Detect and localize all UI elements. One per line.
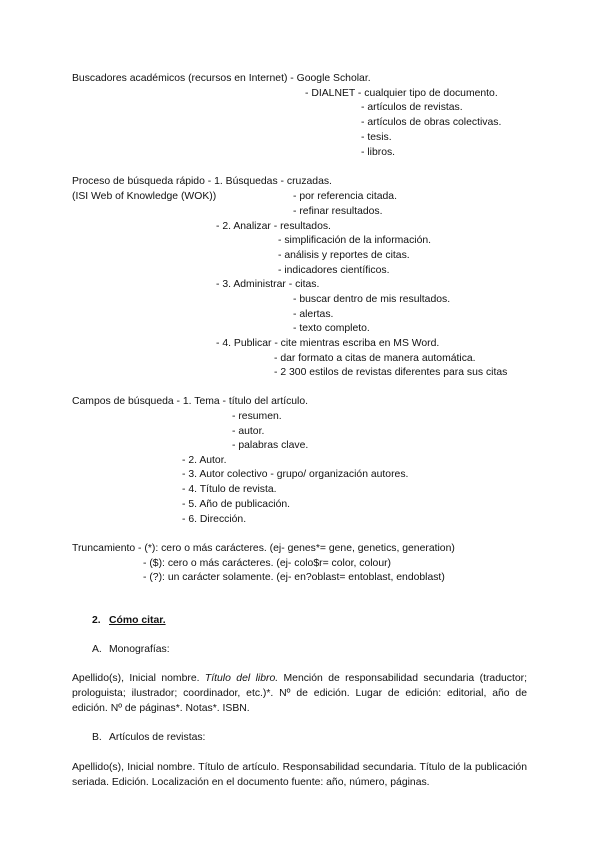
subsection-a-letter: A. xyxy=(92,644,102,655)
buscadores-line-3: - artículos de revistas. xyxy=(361,102,463,113)
campos-line-5: - 2. Autor. xyxy=(182,455,227,466)
subsection-b-title: Artículos de revistas: xyxy=(109,732,206,743)
buscadores-line-6: - libros. xyxy=(361,147,396,158)
campos-line-2: - resumen. xyxy=(232,411,282,422)
campos-line-8: - 5. Año de publicación. xyxy=(182,499,291,510)
campos-line-1: Campos de búsqueda - 1. Tema - título del artículo. xyxy=(72,396,309,407)
buscadores-line-5: - tesis. xyxy=(361,132,392,143)
campos-line-6: - 3. Autor colectivo - grupo/ organización autores. xyxy=(182,469,409,480)
monografias-paragraph xyxy=(72,671,527,716)
proceso-line-6: - simplificación de la información. xyxy=(278,235,432,246)
campos-line-4: - palabras clave. xyxy=(232,440,309,451)
proceso-line-1: Proceso de búsqueda rápido - 1. Búsquedas - cruzadas. xyxy=(72,176,332,187)
proceso-line-13: - 4. Publicar - cite mientras escriba en MS Word. xyxy=(216,338,440,349)
campos-line-3: - autor. xyxy=(232,426,265,437)
section-heading xyxy=(92,614,166,627)
subsection-a-title: Monografías: xyxy=(109,644,170,655)
campos-line-9: - 6. Dirección. xyxy=(182,514,247,525)
truncamiento-line-3: - (?): un carácter solamente. (ej- en?oblast= entoblast, endoblast) xyxy=(143,572,445,583)
buscadores-line-4: - artículos de obras colectivas. xyxy=(361,117,502,128)
proceso-line-5: - 2. Analizar - resultados. xyxy=(216,221,331,232)
proceso-line-12: - texto completo. xyxy=(293,323,370,334)
proceso-line-14: - dar formato a citas de manera automática. xyxy=(274,353,476,364)
subsection-a-heading xyxy=(92,643,170,656)
monografias-text-italic: Título del libro. xyxy=(204,673,279,684)
proceso-line-3: - por referencia citada. xyxy=(293,191,397,202)
truncamiento-line-1: Truncamiento - (*): cero o más carácteres. (ej- genes*= gene, genetics, generation) xyxy=(72,543,455,554)
proceso-line-8: - indicadores científicos. xyxy=(278,265,390,276)
proceso-line-7: - análisis y reportes de citas. xyxy=(278,250,410,261)
section-number: 2. xyxy=(92,615,101,626)
truncamiento-line-2: - ($): cero o más carácteres. (ej- colo$r= color, colour) xyxy=(143,558,392,569)
proceso-line-15: - 2 300 estilos de revistas diferentes para sus citas xyxy=(274,367,508,378)
proceso-line-9: - 3. Administrar - citas. xyxy=(216,279,320,290)
proceso-line-10: - buscar dentro de mis resultados. xyxy=(293,294,451,305)
subsection-b-heading xyxy=(92,731,205,744)
section-title: Cómo citar. xyxy=(109,615,166,626)
buscadores-line-1: Buscadores académicos (recursos en Internet) - Google Scholar. xyxy=(72,73,371,84)
proceso-line-2: (ISI Web of Knowledge (WOK)) xyxy=(72,191,217,202)
monografias-text-post: Mención de responsabilidad secundaria (traductor; prologuista; ilustrador; coordinador, etc.)*. Nº de edición. Lugar de edición: editorial, año de edición. Nº de páginas*. Notas*. ISBN. xyxy=(72,673,527,714)
proceso-line-4: - refinar resultados. xyxy=(293,206,383,217)
campos-line-7: - 4. Título de revista. xyxy=(182,484,277,495)
revistas-paragraph: Apellido(s), Inicial nombre. Título de artículo. Responsabilidad secundaria. Título de la publicación seriada. Edición. Localización en el documento fuente: año, número, páginas. xyxy=(72,762,527,788)
proceso-line-11: - alertas. xyxy=(293,309,334,320)
buscadores-line-2: - DIALNET - cualquier tipo de documento. xyxy=(305,88,498,99)
monografias-text-pre: Apellido(s), Inicial nombre. xyxy=(72,673,205,684)
subsection-b-letter: B. xyxy=(92,732,102,743)
